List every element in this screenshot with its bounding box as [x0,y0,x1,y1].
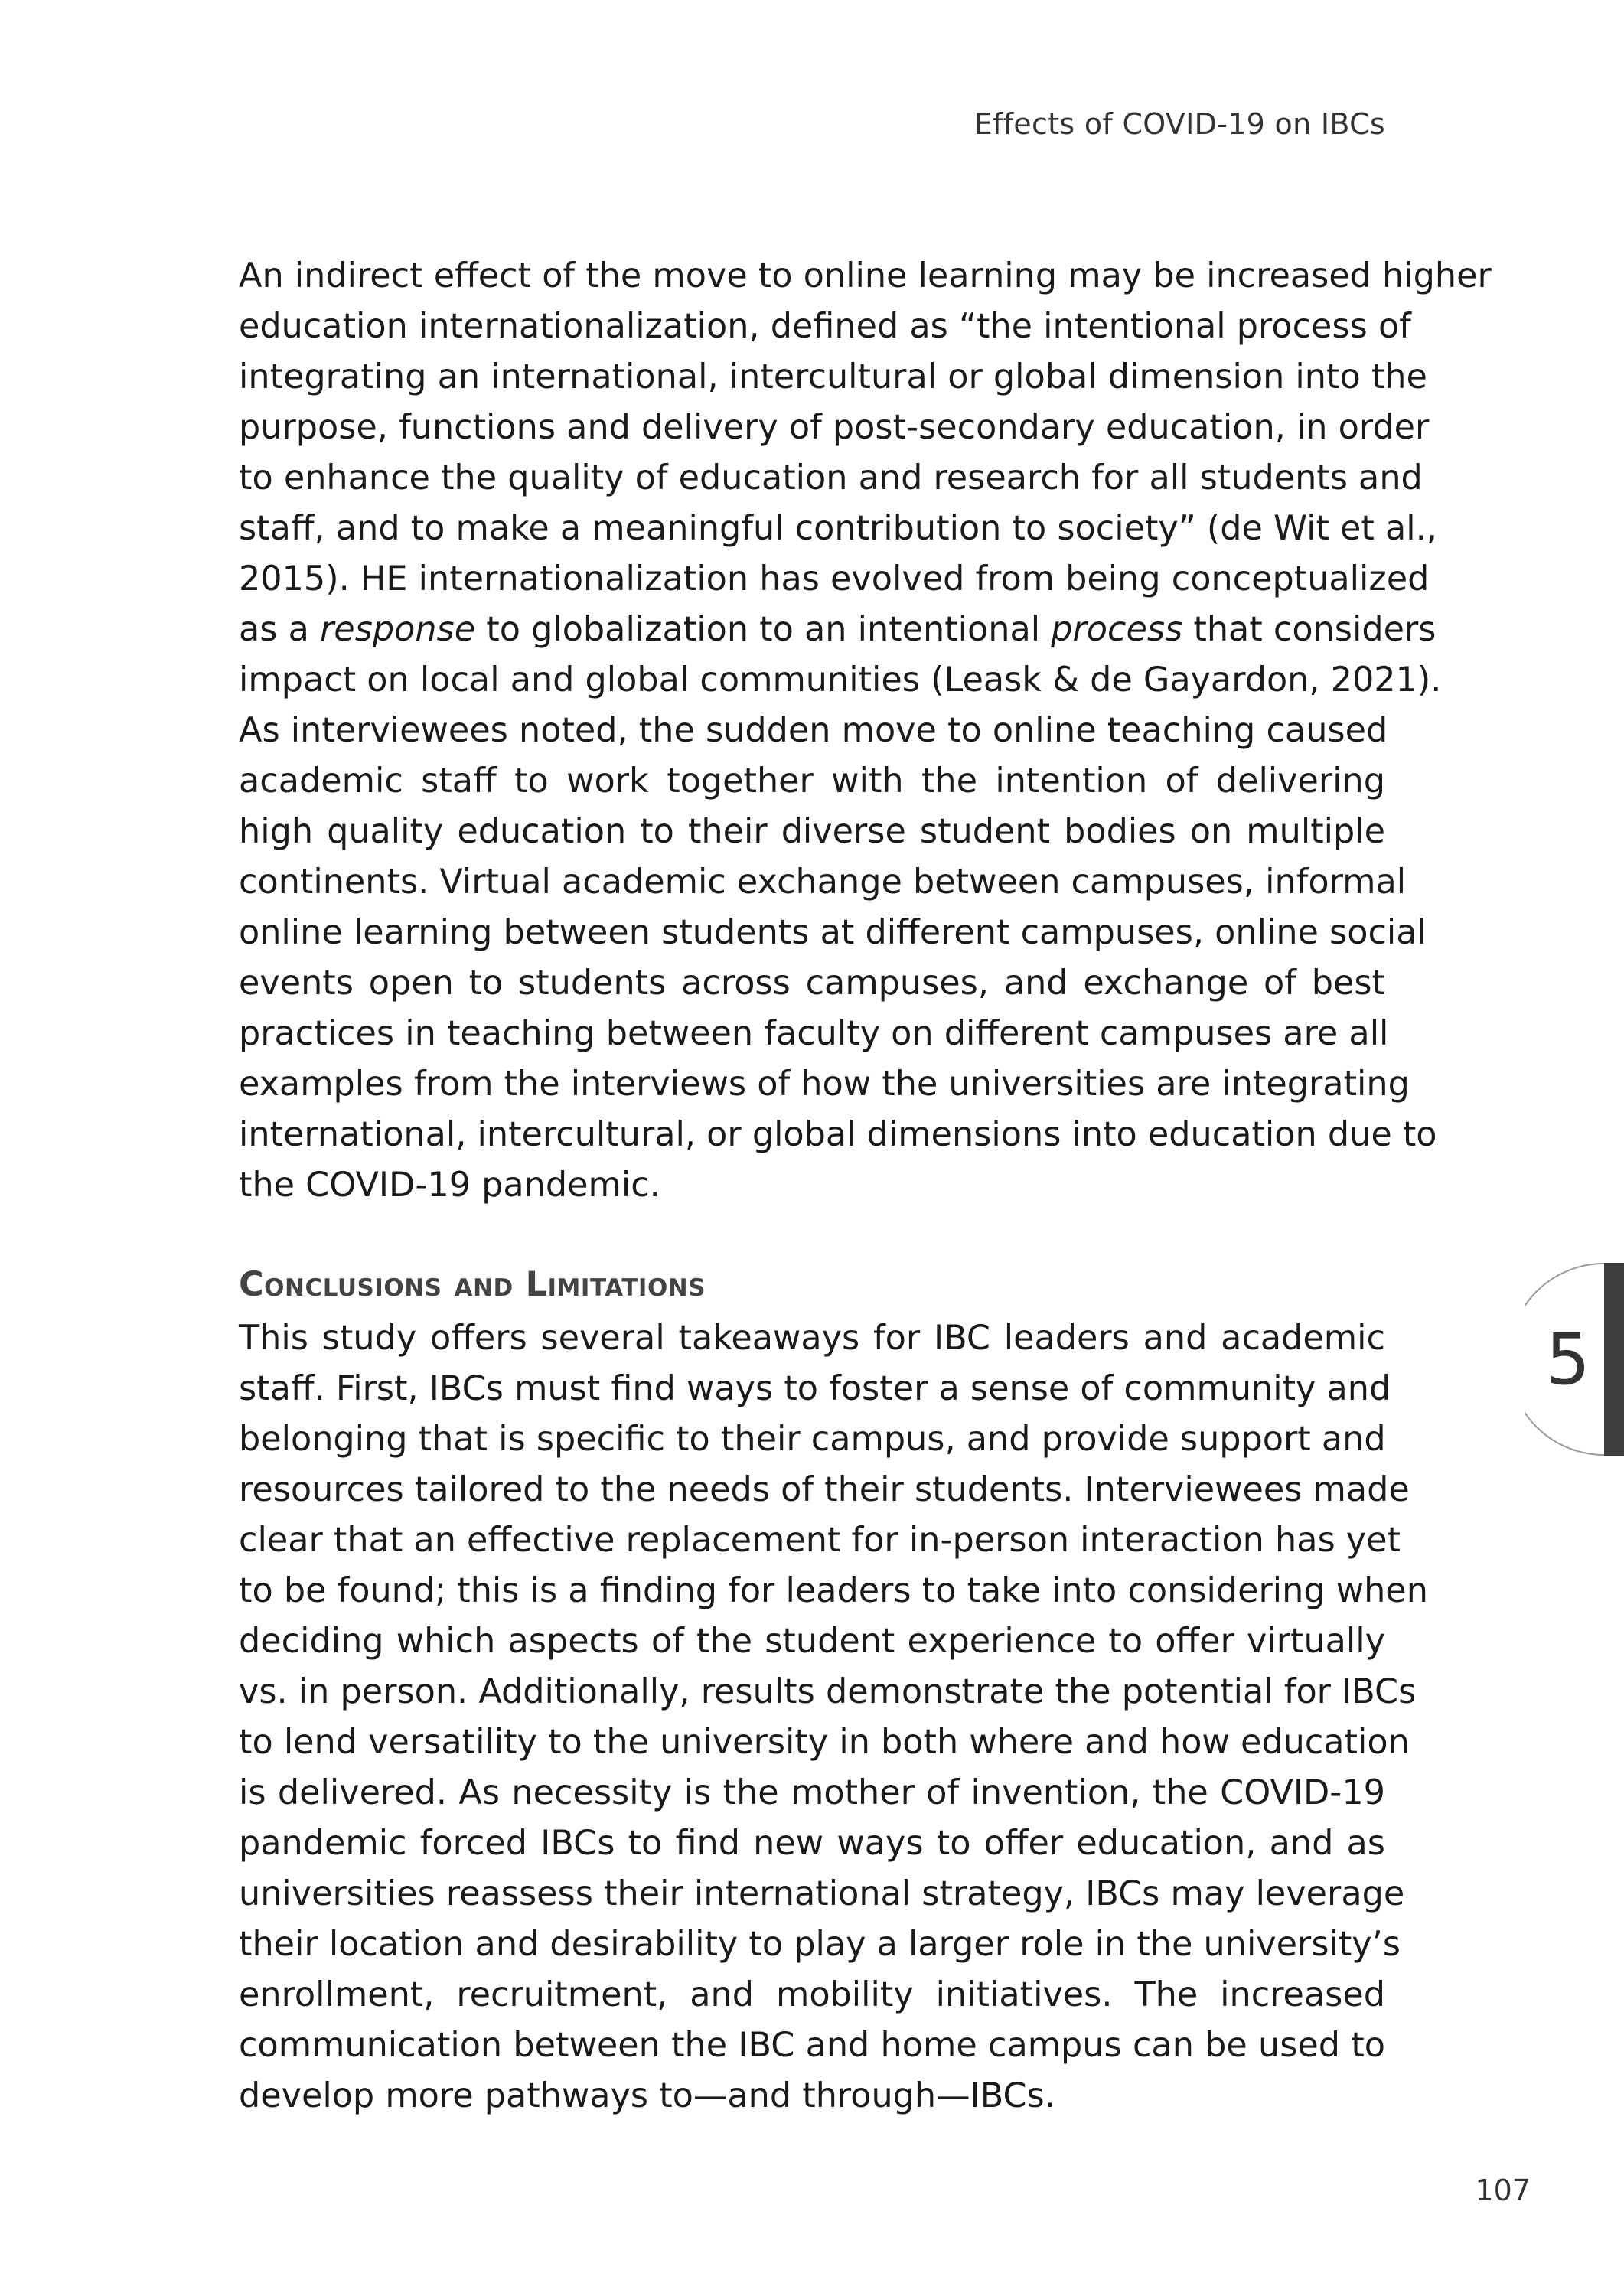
text-line: staff, and to make a meaningful contribution to society” (de Wit et al., [239,509,1437,548]
chapter-number: 5 [1545,1319,1590,1401]
text-line: to enhance the quality of education and research for all students and [239,458,1423,497]
emphasis-process: process [1051,610,1183,649]
text-segment: to globalization to an intentional [475,610,1052,649]
text-line: the COVID-19 pandemic. [239,1166,660,1205]
text-line: As interviewees noted, the sudden move to online teaching caused [239,711,1388,750]
text-line: online learning between students at different campuses, online social [239,913,1427,952]
text-line: deciding which aspects of the student experience to offer virtually [239,1622,1385,1661]
text-line: to lend versatility to the university in both where and how education [239,1723,1410,1762]
text-line: communication between the IBC and home campus can be used to [239,2026,1385,2065]
text-line: clear that an effective replacement for in-person interaction has yet [239,1521,1401,1560]
text-line: This study offers several takeaways for IBC leaders and academic [239,1319,1385,1358]
text-line: their location and desirability to play a larger role in the university’s [239,1925,1401,1964]
text-line: staff. First, IBCs must find ways to foster a sense of community and [239,1369,1391,1408]
text-line: is delivered. As necessity is the mother of invention, the COVID-19 [239,1773,1385,1812]
text-line: practices in teaching between faculty on different campuses are all [239,1014,1389,1053]
page-number: 107 [1475,2174,1531,2207]
text-line: universities reassess their international strategy, IBCs may leverage [239,1874,1405,1913]
text-line: continents. Virtual academic exchange between campuses, informal [239,863,1407,902]
text-line-with-emphasis [239,605,1436,655]
text-segment: that considers [1182,610,1436,649]
text-line: impact on local and global communities (Leask & de Gayardon, 2021). [239,660,1442,700]
text-line: resources tailored to the needs of their students. Interviewees made [239,1470,1410,1509]
text-line: education internationalization, defined as “the intentional process of [239,307,1411,346]
text-line: enrollment, recruitment, and mobility initiatives. The increased [239,1975,1385,2014]
chapter-tab-bar [1604,1263,1624,1456]
text-line: vs. in person. Additionally, results demonstrate the potential for IBCs [239,1672,1417,1711]
text-line: develop more pathways to—and through—IBCs. [239,2076,1055,2115]
text-line: purpose, functions and delivery of post-secondary education, in order [239,408,1430,447]
text-segment: as a [239,610,321,649]
text-line: pandemic forced IBCs to find new ways to offer education, and as [239,1824,1385,1863]
text-line: high quality education to their diverse student bodies on multiple [239,812,1385,851]
text-line: international, intercultural, or global dimensions into education due to [239,1115,1437,1154]
text-line: to be found; this is a finding for leaders to take into considering when [239,1571,1428,1610]
text-line: 2015). HE internationalization has evolved from being conceptualized [239,559,1430,598]
text-line: belonging that is specific to their campus, and provide support and [239,1420,1386,1459]
text-line: academic staff to work together with the intention of delivering [239,762,1385,801]
body-paragraph-2 [239,1313,1428,2122]
emphasis-response: response [320,610,476,649]
running-header: Effects of COVID-19 on IBCs [973,107,1385,141]
text-line: An indirect effect of the move to online learning may be increased higher [239,256,1492,295]
section-heading: Conclusions and Limitations [239,1265,706,1304]
body-paragraph-1 [239,251,1492,1211]
text-line: examples from the interviews of how the universities are integrating [239,1065,1410,1104]
text-line: integrating an international, intercultural or global dimension into the [239,357,1427,396]
text-line: events open to students across campuses, and exchange of best [239,964,1385,1003]
